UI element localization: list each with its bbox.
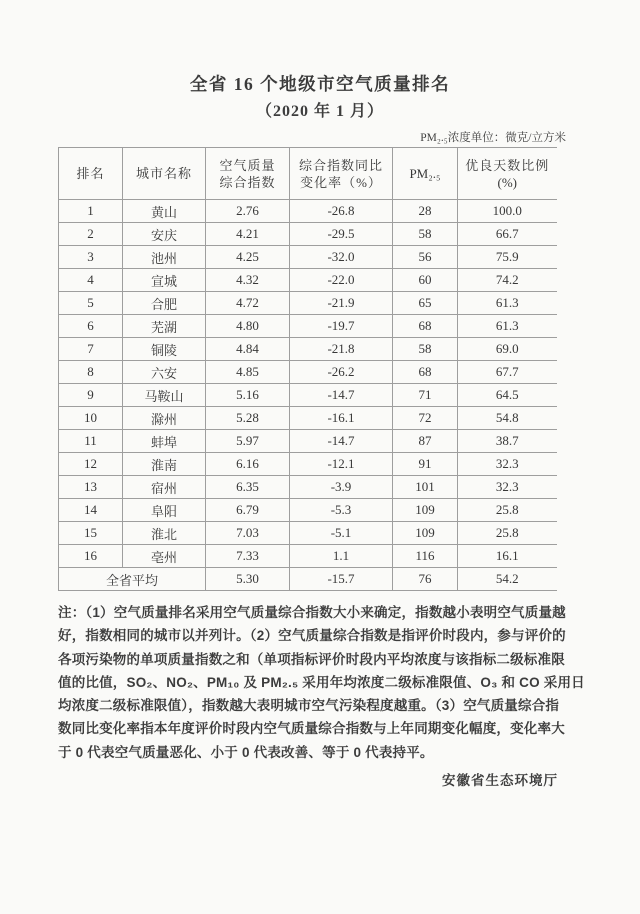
cell-index: 7.33 <box>206 545 290 568</box>
note-line: 于 0 代表空气质量恶化、小于 0 代表改善、等于 0 代表持平。 <box>58 744 434 760</box>
document-content <box>58 131 585 792</box>
issuer-signature: 安徽省生态环境厅 <box>442 773 558 789</box>
table-body <box>59 200 557 568</box>
header-city <box>123 148 206 200</box>
cell-city: 蚌埠 <box>123 430 206 453</box>
cell-city: 马鞍山 <box>123 384 206 407</box>
cell-change: -5.3 <box>290 499 393 522</box>
cell-change: -26.2 <box>290 361 393 384</box>
cell-index: 2.76 <box>206 200 290 223</box>
cell-index: 4.21 <box>206 223 290 246</box>
summary-good-days: 54.2 <box>458 568 557 591</box>
cell-rank: 14 <box>59 499 123 522</box>
cell-pm25: 60 <box>393 269 458 292</box>
cell-city: 淮南 <box>123 453 206 476</box>
cell-good_days: 67.7 <box>458 361 557 384</box>
note-line: 好，指数相同的城市以并列计。（2）空气质量综合指数是指评价时段内，参与评价的 <box>58 628 566 644</box>
summary-index: 5.30 <box>206 568 290 591</box>
table-summary <box>59 568 557 591</box>
cell-pm25: 65 <box>393 292 458 315</box>
cell-city: 芜湖 <box>123 315 206 338</box>
header-rank <box>59 148 123 200</box>
cell-good_days: 69.0 <box>458 338 557 361</box>
cell-city: 阜阳 <box>123 499 206 522</box>
note-line: 注：（1）空气质量排名采用空气质量综合指数大小来确定，指数越小表明空气质量越 <box>58 605 566 620</box>
cell-index: 6.79 <box>206 499 290 522</box>
cell-good_days: 32.3 <box>458 476 557 499</box>
cell-index: 4.72 <box>206 292 290 315</box>
table-row <box>59 522 557 545</box>
unit-note: PM₂.₅浓度单位：微克/立方米 <box>420 132 566 144</box>
cell-change: -19.7 <box>290 315 393 338</box>
table-row <box>59 223 557 246</box>
cell-change: -32.0 <box>290 246 393 269</box>
table-row <box>59 430 557 453</box>
header-good-days-line1: 优良天数比例 <box>465 157 550 173</box>
cell-change: -5.1 <box>290 522 393 545</box>
header-index <box>206 148 290 200</box>
cell-city: 黄山 <box>123 200 206 223</box>
note-line: 值的比值，SO₂、NO₂、PM₁₀ 及 PM₂.₅ 采用年均浓度二级标准限值、O₃ 和 CO 采用日 <box>58 674 585 690</box>
header-city-label: 城市名称 <box>135 166 192 181</box>
cell-index: 4.85 <box>206 361 290 384</box>
cell-rank: 9 <box>59 384 123 407</box>
header-good-days-line2: (%) <box>497 174 517 190</box>
cell-pm25: 68 <box>393 361 458 384</box>
cell-pm25: 71 <box>393 384 458 407</box>
cell-city: 铜陵 <box>123 338 206 361</box>
cell-index: 5.16 <box>206 384 290 407</box>
cell-good_days: 66.7 <box>458 223 557 246</box>
cell-index: 5.97 <box>206 430 290 453</box>
cell-rank: 5 <box>59 292 123 315</box>
header-change-line2: 变化率（%） <box>300 174 382 190</box>
cell-good_days: 25.8 <box>458 522 557 545</box>
air-quality-ranking-table <box>58 147 557 591</box>
table-row <box>59 315 557 338</box>
cell-change: -21.9 <box>290 292 393 315</box>
cell-pm25: 28 <box>393 200 458 223</box>
cell-rank: 1 <box>59 200 123 223</box>
cell-rank: 15 <box>59 522 123 545</box>
cell-city: 亳州 <box>123 545 206 568</box>
cell-good_days: 25.8 <box>458 499 557 522</box>
summary-label: 全省平均 <box>59 568 206 591</box>
cell-good_days: 74.2 <box>458 269 557 292</box>
cell-rank: 8 <box>59 361 123 384</box>
summary-row <box>59 568 557 591</box>
cell-good_days: 64.5 <box>458 384 557 407</box>
cell-index: 5.28 <box>206 407 290 430</box>
cell-rank: 16 <box>59 545 123 568</box>
cell-city: 淮北 <box>123 522 206 545</box>
cell-good_days: 61.3 <box>458 292 557 315</box>
table-row <box>59 361 557 384</box>
cell-pm25: 109 <box>393 499 458 522</box>
cell-pm25: 58 <box>393 223 458 246</box>
cell-pm25: 116 <box>393 545 458 568</box>
cell-index: 4.25 <box>206 246 290 269</box>
cell-rank: 6 <box>59 315 123 338</box>
cell-pm25: 56 <box>393 246 458 269</box>
table-row <box>59 292 557 315</box>
cell-index: 6.16 <box>206 453 290 476</box>
table-row <box>59 200 557 223</box>
cell-change: -22.0 <box>290 269 393 292</box>
document-title: 全省 16 个地级市空气质量排名 <box>189 74 451 94</box>
cell-index: 4.84 <box>206 338 290 361</box>
cell-change: -16.1 <box>290 407 393 430</box>
cell-city: 宿州 <box>123 476 206 499</box>
cell-rank: 11 <box>59 430 123 453</box>
cell-index: 6.35 <box>206 476 290 499</box>
summary-change: -15.7 <box>290 568 393 591</box>
note-line: 均浓度二级标准限值），指数越大表明城市空气污染程度越重。（3）空气质量综合指 <box>58 698 560 714</box>
table-row <box>59 384 557 407</box>
cell-pm25: 72 <box>393 407 458 430</box>
cell-city: 合肥 <box>123 292 206 315</box>
cell-city: 池州 <box>123 246 206 269</box>
cell-change: -14.7 <box>290 384 393 407</box>
cell-index: 4.32 <box>206 269 290 292</box>
cell-good_days: 54.8 <box>458 407 557 430</box>
header-good-days <box>458 148 557 200</box>
cell-index: 4.80 <box>206 315 290 338</box>
cell-good_days: 61.3 <box>458 315 557 338</box>
note-line: 数同比变化率指本年度评价时段内空气质量综合指数与上年同期变化幅度，变化率大 <box>58 721 565 737</box>
header-change <box>290 148 393 200</box>
header-rank-label: 排名 <box>76 166 105 181</box>
cell-good_days: 16.1 <box>458 545 557 568</box>
cell-pm25: 101 <box>393 476 458 499</box>
cell-city: 安庆 <box>123 223 206 246</box>
table-row <box>59 453 557 476</box>
cell-rank: 3 <box>59 246 123 269</box>
cell-good_days: 75.9 <box>458 246 557 269</box>
header-change-line1: 综合指数同比 <box>298 157 383 173</box>
table-row <box>59 499 557 522</box>
table-row <box>59 476 557 499</box>
cell-city: 六安 <box>123 361 206 384</box>
cell-pm25: 109 <box>393 522 458 545</box>
cell-rank: 4 <box>59 269 123 292</box>
table-row <box>59 407 557 430</box>
cell-good_days: 38.7 <box>458 430 557 453</box>
cell-change: -29.5 <box>290 223 393 246</box>
header-pm25 <box>393 148 458 200</box>
summary-pm25: 76 <box>393 568 458 591</box>
cell-rank: 2 <box>59 223 123 246</box>
cell-change: -3.9 <box>290 476 393 499</box>
cell-good_days: 32.3 <box>458 453 557 476</box>
cell-change: -26.8 <box>290 200 393 223</box>
cell-change: -21.8 <box>290 338 393 361</box>
footnotes <box>58 601 585 792</box>
table-row <box>59 269 557 292</box>
note-line: 各项污染物的单项质量指数之和（单项指标评价时段内平均浓度与该指标二级标准限 <box>58 651 565 667</box>
table-row <box>59 545 557 568</box>
header-pm25-label: PM₂.₅ <box>409 166 441 181</box>
cell-rank: 13 <box>59 476 123 499</box>
cell-change: 1.1 <box>290 545 393 568</box>
cell-rank: 7 <box>59 338 123 361</box>
cell-city: 滁州 <box>123 407 206 430</box>
cell-pm25: 68 <box>393 315 458 338</box>
table-row <box>59 246 557 269</box>
cell-index: 7.03 <box>206 522 290 545</box>
cell-good_days: 100.0 <box>458 200 557 223</box>
cell-pm25: 58 <box>393 338 458 361</box>
table-header <box>59 148 557 200</box>
cell-rank: 10 <box>59 407 123 430</box>
cell-change: -12.1 <box>290 453 393 476</box>
cell-change: -14.7 <box>290 430 393 453</box>
cell-pm25: 87 <box>393 430 458 453</box>
cell-pm25: 91 <box>393 453 458 476</box>
header-index-line2: 综合指数 <box>219 174 276 190</box>
cell-city: 宣城 <box>123 269 206 292</box>
header-index-line1: 空气质量 <box>219 157 276 173</box>
header-row <box>59 148 557 200</box>
table-row <box>59 338 557 361</box>
document-subtitle: （2020 年 1 月） <box>255 103 384 120</box>
cell-rank: 12 <box>59 453 123 476</box>
